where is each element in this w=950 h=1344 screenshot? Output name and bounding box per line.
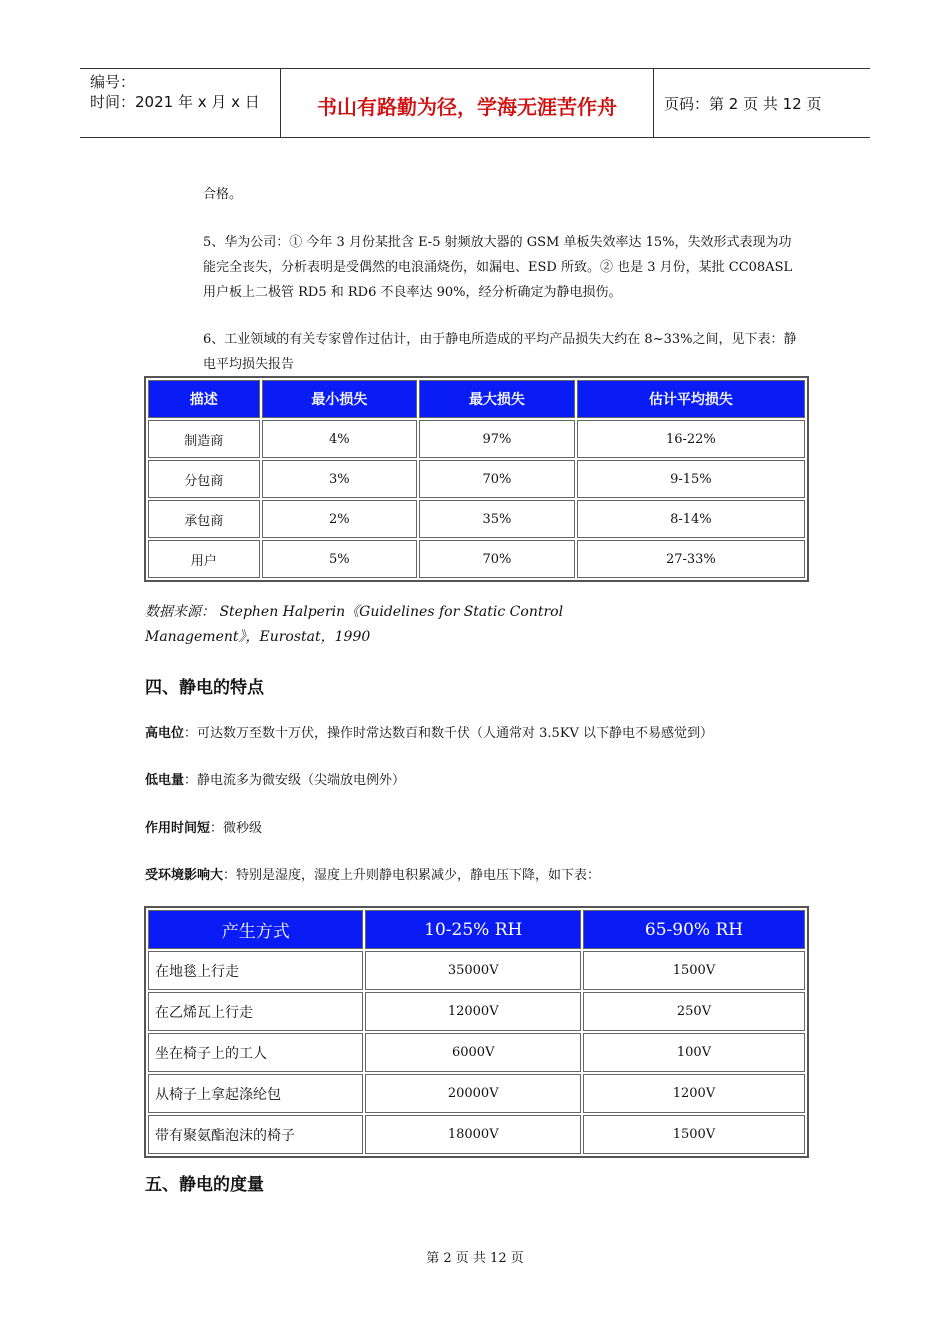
section4-title: 四、静电的特点 bbox=[145, 678, 264, 698]
table-cell: 97% bbox=[419, 420, 575, 458]
time-label: 时间：2021 年 x 月 x 日 bbox=[90, 93, 260, 111]
table-header-row bbox=[148, 910, 805, 949]
table-cell: 1500V bbox=[583, 951, 805, 990]
header-motto: 书山有路勤为径，学海无涯苦作舟 bbox=[317, 95, 617, 119]
page-header bbox=[80, 68, 870, 138]
table-row bbox=[148, 500, 805, 538]
table-cell: 9-15% bbox=[577, 460, 805, 498]
low-charge-line bbox=[145, 769, 405, 788]
header-cell: 描述 bbox=[148, 380, 260, 418]
short-time-label: 作用时间短 bbox=[145, 821, 211, 836]
header-cell: 最大损失 bbox=[419, 380, 575, 418]
page-footer: 第 2 页 共 12 页 bbox=[426, 1251, 524, 1266]
table-cell: 1200V bbox=[583, 1074, 805, 1113]
header-cell: 估计平均损失 bbox=[577, 380, 805, 418]
table-row bbox=[148, 1033, 805, 1072]
header-cell: 最小损失 bbox=[262, 380, 418, 418]
data-source-note: 数据来源： Stephen Halperin《Guidelines for Static Control Management》，Eurostat，1990 bbox=[145, 604, 564, 645]
table-header-row bbox=[148, 380, 805, 418]
section5-title: 五、静电的度量 bbox=[145, 1175, 264, 1195]
environment-line bbox=[145, 864, 600, 883]
high-potential-label: 高电位 bbox=[145, 726, 185, 741]
header-cell: 65-90% RH bbox=[583, 910, 805, 949]
table-row bbox=[148, 1115, 805, 1154]
table-cell: 从椅子上拿起涤纶包 bbox=[148, 1074, 363, 1113]
table-cell: 承包商 bbox=[148, 500, 260, 538]
number-label: 编号： bbox=[90, 73, 136, 91]
header-right-cell bbox=[654, 69, 870, 137]
table-row bbox=[148, 1074, 805, 1113]
table-cell: 27-33% bbox=[577, 540, 805, 578]
table-cell: 制造商 bbox=[148, 420, 260, 458]
table-cell: 分包商 bbox=[148, 460, 260, 498]
humidity-voltage-table bbox=[144, 906, 809, 1158]
table-cell: 70% bbox=[419, 460, 575, 498]
text-qualified: 合格。 bbox=[203, 187, 243, 202]
table-row bbox=[148, 460, 805, 498]
table-cell: 35% bbox=[419, 500, 575, 538]
table-cell: 35000V bbox=[365, 951, 580, 990]
table-row bbox=[148, 420, 805, 458]
low-charge-label: 低电量 bbox=[145, 773, 185, 788]
table-cell: 1500V bbox=[583, 1115, 805, 1154]
table-cell: 100V bbox=[583, 1033, 805, 1072]
table-cell: 70% bbox=[419, 540, 575, 578]
table-cell: 在地毯上行走 bbox=[148, 951, 363, 990]
table-cell: 带有聚氨酯泡沫的椅子 bbox=[148, 1115, 363, 1154]
table-cell: 8-14% bbox=[577, 500, 805, 538]
table-cell: 用户 bbox=[148, 540, 260, 578]
table-cell: 5% bbox=[262, 540, 418, 578]
header-center-cell bbox=[281, 69, 654, 137]
table-cell: 18000V bbox=[365, 1115, 580, 1154]
table-cell: 12000V bbox=[365, 992, 580, 1031]
environment-label: 受环境影响大 bbox=[145, 868, 224, 883]
table-cell: 坐在椅子上的工人 bbox=[148, 1033, 363, 1072]
table-row bbox=[148, 992, 805, 1031]
header-cell: 10-25% RH bbox=[365, 910, 580, 949]
header-left-cell bbox=[80, 69, 281, 137]
table-row bbox=[148, 951, 805, 990]
paragraph-item6: 6、工业领域的有关专家曾作过估计，由于静电所造成的平均产品损失大约在 8~33%之间，见下表：静电平均损失报告 bbox=[203, 332, 797, 372]
header-page-label: 页码：第 2 页 共 12 页 bbox=[664, 95, 822, 113]
table-row bbox=[148, 540, 805, 578]
table-cell: 3% bbox=[262, 460, 418, 498]
table-cell: 2% bbox=[262, 500, 418, 538]
high-potential-line bbox=[145, 722, 713, 741]
table-cell: 4% bbox=[262, 420, 418, 458]
environment-text: ：特别是湿度，湿度上升则静电积累减少，静电压下降，如下表： bbox=[223, 868, 601, 883]
table-cell: 250V bbox=[583, 992, 805, 1031]
low-charge-text: ：静电流多为微安级（尖端放电例外） bbox=[184, 773, 406, 788]
table-cell: 20000V bbox=[365, 1074, 580, 1113]
paragraph-item5: 5、华为公司：① 今年 3 月份某批含 E-5 射频放大器的 GSM 单板失效率达 15%，失效形式表现为功能完全丧失，分析表明是受偶然的电浪涌烧伤，如漏电、ESD 所致。② 也是 3 月份，某批 CC08ASL 用户板上二极管 RD5 和 RD6 不良率达 90%，经分析确定为静电损伤。 bbox=[203, 235, 793, 300]
table-cell: 在乙烯瓦上行走 bbox=[148, 992, 363, 1031]
header-cell: 产生方式 bbox=[148, 910, 363, 949]
table-cell: 6000V bbox=[365, 1033, 580, 1072]
table-cell: 16-22% bbox=[577, 420, 805, 458]
high-potential-text: ：可达数万至数十万伏，操作时常达数百和数千伏（人通常对 3.5KV 以下静电不易感觉到） bbox=[184, 726, 714, 741]
short-time-line bbox=[145, 817, 262, 836]
loss-report-table bbox=[144, 376, 809, 582]
short-time-text: ：微秒级 bbox=[210, 821, 263, 836]
